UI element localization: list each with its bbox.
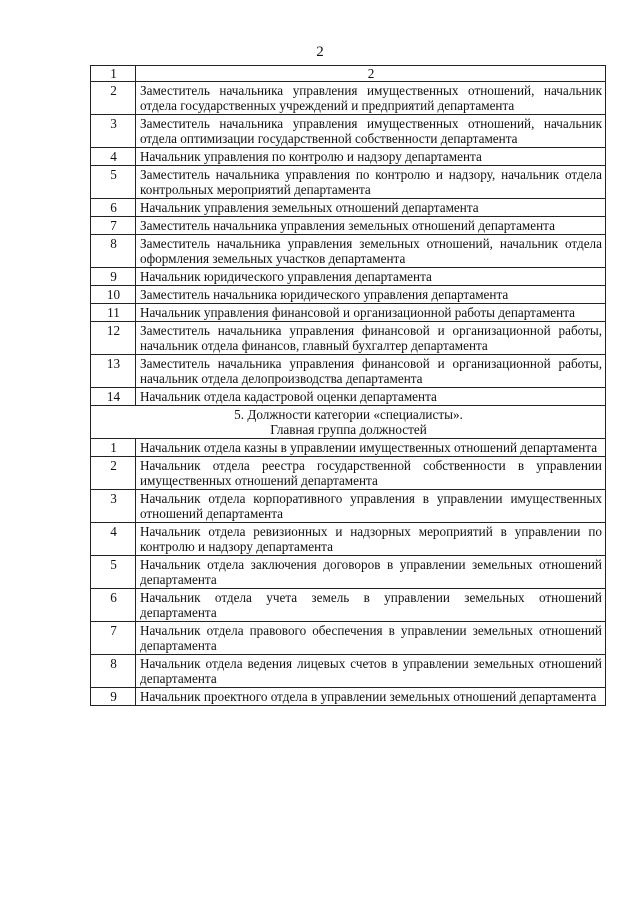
table-row xyxy=(91,655,606,688)
position-title: Начальник управления финансовой и организационной работы департамента xyxy=(136,304,606,322)
positions-table xyxy=(90,65,606,706)
position-title: Начальник отдела казны в управлении имущественных отношений департамента xyxy=(136,439,606,457)
row-number: 7 xyxy=(91,217,136,235)
section-subtitle: Главная группа должностей xyxy=(270,422,427,437)
table-row xyxy=(91,688,606,706)
position-title: Начальник отдела кадастровой оценки департамента xyxy=(136,388,606,406)
position-title: Заместитель начальника управления земельных отношений департамента xyxy=(136,217,606,235)
position-title: Заместитель начальника управления по контролю и надзору, начальник отдела контрольных мероприятий департамента xyxy=(136,166,606,199)
position-title: Начальник проектного отдела в управлении земельных отношений департамента xyxy=(136,688,606,706)
position-title: Начальник управления по контролю и надзору департамента xyxy=(136,148,606,166)
column-header-row xyxy=(91,66,606,82)
row-number: 1 xyxy=(91,439,136,457)
row-number: 14 xyxy=(91,388,136,406)
table-row xyxy=(91,235,606,268)
row-number: 7 xyxy=(91,622,136,655)
position-title: Заместитель начальника управления финансовой и организационной работы, начальник отдела делопроизводства департамента xyxy=(136,355,606,388)
position-title: Начальник отдела учета земель в управлении земельных отношений департамента xyxy=(136,589,606,622)
table-row xyxy=(91,439,606,457)
row-number: 2 xyxy=(91,82,136,115)
positions-table-body xyxy=(91,66,606,706)
column-header-number: 1 xyxy=(91,66,136,82)
table-row xyxy=(91,286,606,304)
table-row xyxy=(91,115,606,148)
row-number: 2 xyxy=(91,457,136,490)
position-title: Начальник отдела ревизионных и надзорных мероприятий в управлении по контролю и надзору департамента xyxy=(136,523,606,556)
table-row xyxy=(91,148,606,166)
row-number: 3 xyxy=(91,490,136,523)
section-header xyxy=(91,406,606,439)
table-row xyxy=(91,388,606,406)
position-title: Заместитель начальника управления имущественных отношений, начальник отдела оптимизации государственной собственности департамента xyxy=(136,115,606,148)
table-row xyxy=(91,199,606,217)
table-row xyxy=(91,82,606,115)
table-row xyxy=(91,166,606,199)
row-number: 3 xyxy=(91,115,136,148)
page-number: 2 xyxy=(316,44,324,60)
row-number: 5 xyxy=(91,556,136,589)
table-row xyxy=(91,523,606,556)
table-row xyxy=(91,589,606,622)
position-title: Заместитель начальника юридического управления департамента xyxy=(136,286,606,304)
row-number: 12 xyxy=(91,322,136,355)
table-row xyxy=(91,322,606,355)
row-number: 9 xyxy=(91,268,136,286)
position-title: Начальник отдела реестра государственной собственности в управлении имущественных отношений департамента xyxy=(136,457,606,490)
table-row xyxy=(91,217,606,235)
row-number: 4 xyxy=(91,523,136,556)
position-title: Начальник отдела корпоративного управления в управлении имущественных отношений департамента xyxy=(136,490,606,523)
row-number: 13 xyxy=(91,355,136,388)
row-number: 4 xyxy=(91,148,136,166)
section-title: 5. Должности категории «специалисты». xyxy=(234,407,463,422)
column-header-position: 2 xyxy=(136,66,606,82)
row-number: 11 xyxy=(91,304,136,322)
position-title: Начальник отдела ведения лицевых счетов в управлении земельных отношений департамента xyxy=(136,655,606,688)
position-title: Начальник юридического управления департамента xyxy=(136,268,606,286)
row-number: 6 xyxy=(91,589,136,622)
position-title: Заместитель начальника управления имущественных отношений, начальник отдела государственных учреждений и предприятий департамента xyxy=(136,82,606,115)
table-row xyxy=(91,355,606,388)
row-number: 8 xyxy=(91,655,136,688)
position-title: Заместитель начальника управления земельных отношений, начальник отдела оформления земельных участков департамента xyxy=(136,235,606,268)
row-number: 8 xyxy=(91,235,136,268)
table-row xyxy=(91,268,606,286)
table-row xyxy=(91,304,606,322)
table-row xyxy=(91,490,606,523)
table-row xyxy=(91,556,606,589)
position-title: Начальник отдела правового обеспечения в управлении земельных отношений департамента xyxy=(136,622,606,655)
row-number: 10 xyxy=(91,286,136,304)
section-header-row xyxy=(91,406,606,439)
position-title: Заместитель начальника управления финансовой и организационной работы, начальник отдела финансов, главный бухгалтер департамента xyxy=(136,322,606,355)
position-title: Начальник отдела заключения договоров в управлении земельных отношений департамента xyxy=(136,556,606,589)
position-title: Начальник управления земельных отношений департамента xyxy=(136,199,606,217)
table-row xyxy=(91,457,606,490)
row-number: 5 xyxy=(91,166,136,199)
row-number: 6 xyxy=(91,199,136,217)
row-number: 9 xyxy=(91,688,136,706)
table-row xyxy=(91,622,606,655)
